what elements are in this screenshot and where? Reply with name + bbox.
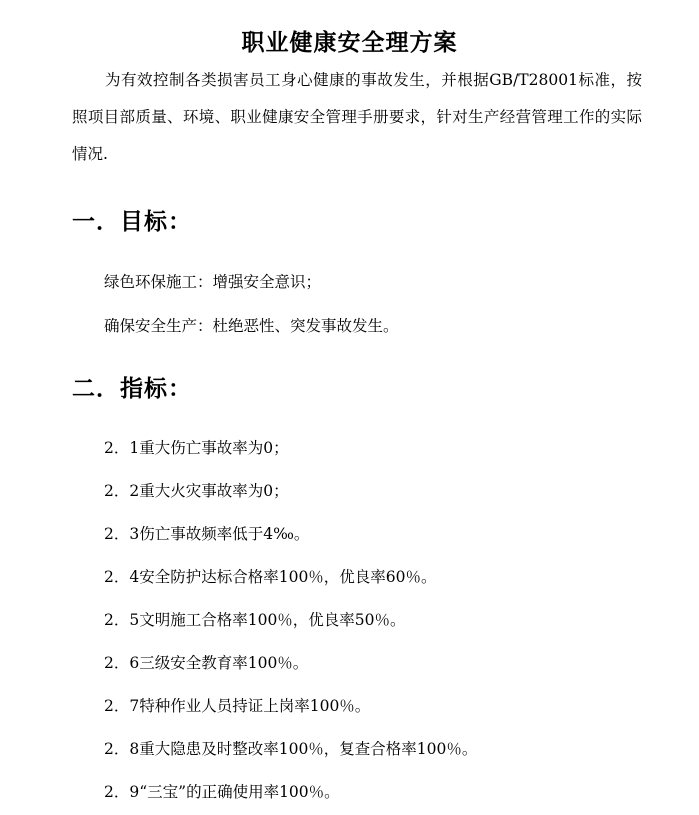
indicator-item: 2．4安全防护达标合格率100％，优良率60％。 (104, 568, 437, 586)
indicator-item: 2．6三级安全教育率100％。 (104, 654, 309, 672)
intro-paragraph: 为有效控制各类损害员工身心健康的事故发生，并根据GB/T28001标准，按照项目部质量、环境、职业健康安全管理手册要求，针对生产经营管理工作的实际情况. (72, 71, 642, 163)
indicator-item: 2．2重大火灾事故率为0； (104, 482, 289, 500)
indicator-item: 2．5文明施工合格率100％，优良率50％。 (104, 611, 406, 629)
document-title: 职业健康安全理方案 (241, 29, 458, 56)
indicator-item: 2．9“三宝”的正确使用率100％。 (104, 783, 340, 801)
indicator-item: 2．1重大伤亡事故率为0； (104, 439, 289, 457)
indicator-item: 2．3伤亡事故频率低于4‰。 (104, 525, 310, 543)
indicator-item: 2．7特种作业人员持证上岗率100％。 (104, 697, 371, 715)
goal-item: 绿色环保施工：增强安全意识； (104, 273, 322, 291)
goal-item: 确保安全生产：杜绝恶性、突发事故发生。 (104, 317, 399, 335)
section-heading-goals: 一．目标： (72, 208, 192, 235)
indicator-item: 2．8重大隐患及时整改率100％，复查合格率100％。 (104, 740, 478, 758)
section-heading-indicators: 二．指标： (72, 375, 192, 402)
